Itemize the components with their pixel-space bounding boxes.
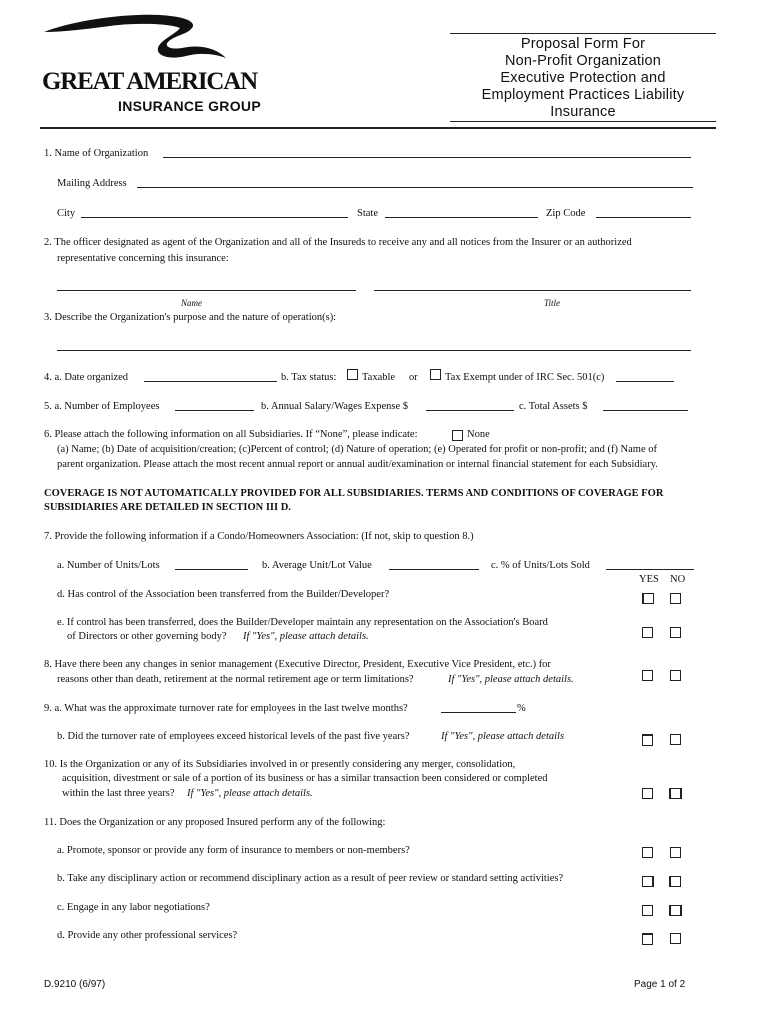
taxable-label: Taxable bbox=[362, 372, 396, 383]
q9a-label: 9. a. What was the approximate turnover rate for employees in the last twelve months? bbox=[44, 703, 408, 714]
q11a-no-checkbox[interactable] bbox=[670, 847, 681, 858]
purpose-field[interactable] bbox=[57, 350, 691, 351]
q11b-no-checkbox[interactable] bbox=[669, 876, 681, 887]
q11d-no-checkbox[interactable] bbox=[670, 933, 681, 944]
irc-section-field[interactable] bbox=[616, 381, 674, 382]
q10-line2: acquisition, divestment or sale of a portion of its business or has a similar transaction been considered or completed bbox=[62, 773, 548, 784]
assets-label: c. Total Assets $ bbox=[519, 401, 588, 412]
brand-sub: INSURANCE GROUP bbox=[118, 98, 261, 114]
q7e-line2: of Directors or other governing body? bbox=[67, 631, 227, 642]
q8-line1: 8. Have there been any changes in senior management (Executive Director, President, Executive Vice President, etc.) for bbox=[44, 659, 551, 670]
page-number: Page 1 of 2 bbox=[634, 979, 686, 990]
salary-field[interactable] bbox=[426, 410, 514, 411]
q8-no-checkbox[interactable] bbox=[670, 670, 681, 681]
q1-label: 1. Name of Organization bbox=[44, 148, 149, 159]
q7e-line2-note: If "Yes", please attach details. bbox=[243, 631, 369, 642]
q10-yes-checkbox[interactable] bbox=[642, 788, 653, 799]
units-sold-label: c. % of Units/Lots Sold bbox=[491, 560, 590, 571]
header-divider bbox=[40, 127, 716, 129]
tax-exempt-label: Tax Exempt under of IRC Sec. 501(c) bbox=[445, 372, 605, 383]
title-line-4: Employment Practices Liability bbox=[481, 87, 685, 103]
units-sold-field[interactable] bbox=[606, 569, 694, 570]
brand-main: GREAT AMERICAN bbox=[42, 68, 257, 95]
title-bottom-rule bbox=[450, 121, 716, 122]
q11-label: 11. Does the Organization or any proposed Insured perform any of the following: bbox=[44, 817, 386, 828]
state-label: State bbox=[357, 208, 378, 219]
q11c-no-checkbox[interactable] bbox=[669, 905, 682, 916]
q11a-label: a. Promote, sponsor or provide any form of insurance to members or non-members? bbox=[57, 845, 410, 856]
agent-name-field[interactable] bbox=[57, 290, 356, 291]
none-label: None bbox=[467, 429, 490, 440]
q10-no-checkbox[interactable] bbox=[669, 788, 682, 799]
q7e-yes-checkbox[interactable] bbox=[642, 627, 653, 638]
q8-line2-note: If "Yes", please attach details. bbox=[448, 674, 574, 685]
company-logo bbox=[40, 10, 270, 120]
tax-status-label: b. Tax status: bbox=[281, 372, 337, 383]
percent-sign: % bbox=[517, 703, 526, 714]
title-top-rule bbox=[450, 33, 716, 34]
q11b-yes-checkbox[interactable] bbox=[642, 876, 654, 887]
num-employees-field[interactable] bbox=[175, 410, 254, 411]
avg-value-field[interactable] bbox=[389, 569, 479, 570]
zip-field[interactable] bbox=[596, 217, 691, 218]
no-header: NO bbox=[670, 574, 686, 585]
date-organized-field[interactable] bbox=[144, 381, 277, 382]
q9b-note: If "Yes", please attach details bbox=[441, 731, 565, 742]
q8-yes-checkbox[interactable] bbox=[642, 670, 653, 681]
q6-line3: parent organization. Please attach the most recent annual report or annual audit/examination or internal financial statement for each Subsidiary. bbox=[57, 459, 658, 470]
title-line-5: Insurance bbox=[550, 104, 616, 120]
eagle-icon bbox=[40, 10, 240, 70]
salary-label: b. Annual Salary/Wages Expense $ bbox=[261, 401, 408, 412]
q10-line3-note: If "Yes", please attach details. bbox=[187, 788, 313, 799]
or-label: or bbox=[409, 372, 418, 383]
q11d-yes-checkbox[interactable] bbox=[642, 933, 653, 945]
q5-employees-label: 5. a. Number of Employees bbox=[44, 401, 160, 412]
q6-line2: (a) Name; (b) Date of acquisition/creation; (c)Percent of control; (d) Nature of operation; (e) Operated for profit or non-profit; and (f) Name of bbox=[57, 444, 658, 455]
mailing-label: Mailing Address bbox=[57, 178, 127, 189]
tax-exempt-checkbox[interactable] bbox=[430, 369, 441, 380]
coverage-notice-line2: SUBSIDIARIES ARE DETAILED IN SECTION III D. bbox=[44, 502, 291, 513]
q3-label: 3. Describe the Organization's purpose and the nature of operation(s): bbox=[44, 312, 337, 323]
city-field[interactable] bbox=[81, 217, 348, 218]
q7-label: 7. Provide the following information if a Condo/Homeowners Association: (If not, skip to question 8.) bbox=[44, 531, 474, 542]
q11d-label: d. Provide any other professional services? bbox=[57, 930, 238, 941]
q4-date-label: 4. a. Date organized bbox=[44, 372, 129, 383]
form-number: D.9210 (6/97) bbox=[44, 979, 106, 990]
q11a-yes-checkbox[interactable] bbox=[642, 847, 653, 858]
q11b-label: b. Take any disciplinary action or recommend disciplinary action as a result of peer review or standard setting activities? bbox=[57, 873, 564, 884]
q7d-yes-checkbox[interactable] bbox=[642, 593, 654, 604]
q6-line1: 6. Please attach the following information on all Subsidiaries. If “None”, please indicate: bbox=[44, 429, 418, 440]
q10-line3: within the last three years? bbox=[62, 788, 175, 799]
name-caption: Name bbox=[181, 298, 202, 308]
q8-line2: reasons other than death, retirement at the normal retirement age or term limitations? bbox=[57, 674, 414, 685]
title-line-1: Proposal Form For bbox=[520, 36, 646, 52]
q9b-no-checkbox[interactable] bbox=[670, 734, 681, 745]
total-assets-field[interactable] bbox=[603, 410, 688, 411]
units-field[interactable] bbox=[175, 569, 248, 570]
taxable-checkbox[interactable] bbox=[347, 369, 358, 380]
city-label: City bbox=[57, 208, 76, 219]
q7e-no-checkbox[interactable] bbox=[670, 627, 681, 638]
q9b-label: b. Did the turnover rate of employees exceed historical levels of the past five years? bbox=[57, 731, 410, 742]
mailing-address-field[interactable] bbox=[137, 187, 693, 188]
turnover-rate-field[interactable] bbox=[441, 712, 516, 713]
avg-value-label: b. Average Unit/Lot Value bbox=[262, 560, 372, 571]
yes-header: YES bbox=[639, 574, 659, 585]
subsidiaries-none-checkbox[interactable] bbox=[452, 430, 463, 441]
q11c-label: c. Engage in any labor negotiations? bbox=[57, 902, 210, 913]
q7d-label: d. Has control of the Association been transferred from the Builder/Developer? bbox=[57, 589, 390, 600]
q7d-no-checkbox[interactable] bbox=[670, 593, 681, 604]
q2-line2: representative concerning this insurance: bbox=[57, 253, 229, 264]
q9b-yes-checkbox[interactable] bbox=[642, 734, 653, 746]
units-label: a. Number of Units/Lots bbox=[57, 560, 160, 571]
title-line-2: Non-Profit Organization bbox=[504, 53, 662, 69]
title-caption: Title bbox=[544, 298, 561, 308]
q7e-line1: e. If control has been transferred, does the Builder/Developer maintain any representation on the Association's Board bbox=[57, 617, 548, 628]
q2-line1: 2. The officer designated as agent of the Organization and all of the Insureds to receive any and all notices from the Insurer or an authorized bbox=[44, 237, 632, 248]
org-name-field[interactable] bbox=[163, 157, 691, 158]
q11c-yes-checkbox[interactable] bbox=[642, 905, 653, 916]
title-line-3: Executive Protection and bbox=[500, 70, 666, 86]
state-field[interactable] bbox=[385, 217, 538, 218]
coverage-notice-line1: COVERAGE IS NOT AUTOMATICALLY PROVIDED FOR ALL SUBSIDIARIES. TERMS AND CONDITIONS OF COVERAGE FOR bbox=[44, 488, 664, 499]
q10-line1: 10. Is the Organization or any of its Subsidiaries involved in or presently considering any merger, consolidation, bbox=[44, 759, 516, 770]
zip-label: Zip Code bbox=[546, 208, 586, 219]
agent-title-field[interactable] bbox=[374, 290, 691, 291]
